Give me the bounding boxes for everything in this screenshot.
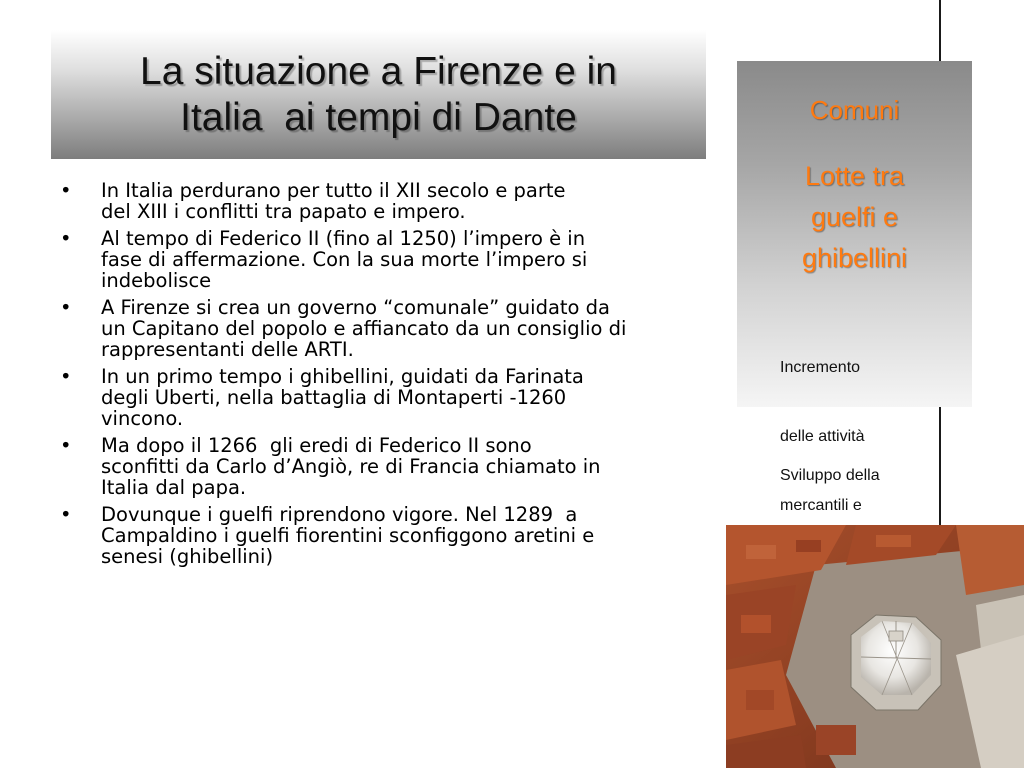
bullet-dot-icon: • — [60, 179, 72, 202]
sidebar-note-line: delle attività — [780, 428, 865, 445]
slide-title-line-2: Italia ai tempi di Dante — [180, 95, 577, 139]
vertical-divider-bottom — [939, 407, 941, 525]
bullet-line: degli Uberti, nella battaglia di Montaperti -1260 — [101, 386, 567, 409]
sidebar-heading-line: guelfi e — [810, 202, 899, 232]
bullet-line: indebolisce — [101, 269, 212, 292]
slide-title — [51, 30, 706, 159]
vertical-divider-top — [939, 0, 941, 61]
bullet-line: In Italia perdurano per tutto il XII secolo e parte — [101, 179, 566, 202]
bullet-item — [60, 366, 730, 429]
sidebar-heading-line: ghibellini — [801, 243, 908, 273]
bullet-dot-icon: • — [60, 227, 72, 250]
bullet-line: Ma dopo il 1266 gli eredi di Federico II sono — [101, 434, 532, 457]
bullet-item — [60, 435, 730, 498]
sidebar-note-line: mercantili e — [780, 497, 862, 514]
bullet-line: un Capitano del popolo e affiancato da un consiglio di — [101, 317, 627, 340]
bullet-dot-icon: • — [60, 296, 72, 319]
bullet-line: Campaldino i guelfi fiorentini sconfiggono aretini e — [101, 524, 595, 547]
sidebar-heading-line: Lotte tra — [804, 161, 905, 191]
bullet-dot-icon: • — [60, 434, 72, 457]
bullet-line: senesi (ghibellini) — [101, 545, 274, 568]
bullet-line: A Firenze si crea un governo “comunale” guidato da — [101, 296, 610, 319]
bullet-item — [60, 228, 730, 291]
sidebar-note-line: Incremento — [780, 359, 861, 376]
bullet-item — [60, 297, 730, 360]
sidebar-heading-comuni: Comuni — [809, 95, 900, 125]
slide-title-line-1: La situazione a Firenze e in — [140, 49, 617, 93]
bullet-dot-icon: • — [60, 365, 72, 388]
bullet-list — [60, 180, 730, 573]
sidebar-heading-lotte — [737, 156, 972, 279]
bullet-dot-icon: • — [60, 503, 72, 526]
bullet-item — [60, 504, 730, 567]
bullet-line: vincono. — [101, 407, 184, 430]
bullet-line: rappresentanti delle ARTI. — [101, 338, 354, 361]
sidebar-note-line: Sviluppo della — [780, 467, 880, 484]
bullet-line: fase di affermazione. Con la sua morte l’impero si — [101, 248, 588, 271]
bullet-line: In un primo tempo i ghibellini, guidati da Farinata — [101, 365, 584, 388]
bullet-line: Italia dal papa. — [101, 476, 247, 499]
bullet-line: sconfitti da Carlo d’Angiò, re di Francia chiamato in — [101, 455, 601, 478]
bullet-line: Al tempo di Federico II (fino al 1250) l’impero è in — [101, 227, 586, 250]
bullet-line: del XIII i conflitti tra papato e impero. — [101, 200, 466, 223]
florence-baptistery-aerial-photo — [726, 525, 1024, 768]
bullet-line: Dovunque i guelfi riprendono vigore. Nel 1289 a — [101, 503, 578, 526]
bullet-item — [60, 180, 730, 222]
